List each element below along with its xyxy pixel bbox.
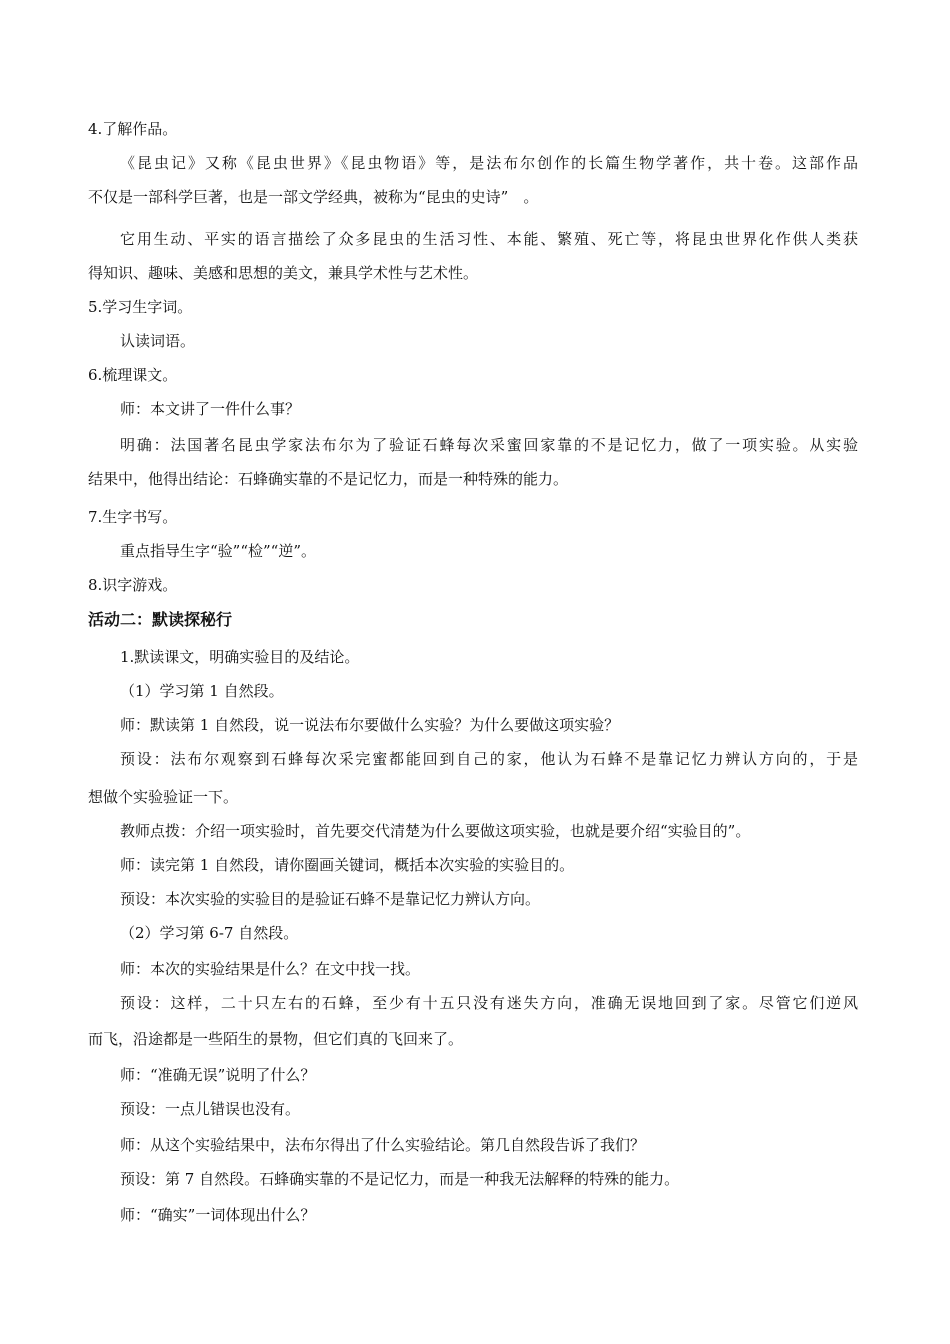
paragraph-line: 预设：法布尔观察到石蜂每次采完蜜都能回到自己的家，他认为石蜂不是靠记忆力辨认方向的，于是 <box>120 750 858 768</box>
paragraph-line: 不仅是一部科学巨著，也是一部文学经典，被称为“昆虫的史诗” 。 <box>88 188 539 206</box>
paragraph-line: 师：从这个实验结果中，法布尔得出了什么实验结论。第几自然段告诉了我们？ <box>120 1136 646 1154</box>
paragraph-line: （1）学习第 1 自然段。 <box>120 682 284 700</box>
paragraph-line: 师：“确实”一词体现出什么？ <box>120 1206 316 1224</box>
paragraph-line: 师：默读第 1 自然段，说一说法布尔要做什么实验？为什么要做这项实验？ <box>120 716 620 734</box>
paragraph-line: 结果中，他得出结论：石蜂确实靠的不是记忆力，而是一种特殊的能力。 <box>88 470 569 488</box>
paragraph-line: 师：本次的实验结果是什么？在文中找一找。 <box>120 960 421 978</box>
paragraph-line: 《昆虫记》又称《昆虫世界》《昆虫物语》等，是法布尔创作的长篇生物学著作，共十卷。这部作品 <box>120 154 858 172</box>
paragraph-line: 而飞，沿途都是一些陌生的景物，但它们真的飞回来了。 <box>88 1030 464 1048</box>
section-6-title: 6.梳理课文。 <box>88 366 178 384</box>
paragraph-line: 它用生动、平实的语言描绘了众多昆虫的生活习性、本能、繁殖、死亡等，将昆虫世界化作供人类获 <box>120 230 858 248</box>
paragraph-line: 重点指导生字“验”“检”“逆”。 <box>120 542 317 560</box>
paragraph-line: 师：“准确无误”说明了什么？ <box>120 1066 316 1084</box>
paragraph-line: 师：读完第 1 自然段，请你圈画关键词，概括本次实验的实验目的。 <box>120 856 575 874</box>
paragraph-line: 预设：第 7 自然段。石蜂确实靠的不是记忆力，而是一种我无法解释的特殊的能力。 <box>120 1170 680 1188</box>
paragraph-line: 得知识、趣味、美感和思想的美文，兼具学术性与艺术性。 <box>88 264 479 282</box>
paragraph-line: 教师点拨：介绍一项实验时，首先要交代清楚为什么要做这项实验，也就是要介绍“实验目的”。 <box>120 822 751 840</box>
paragraph-line: 预设：这样，二十只左右的石蜂，至少有十五只没有迷失方向，准确无误地回到了家。尽管它们逆风 <box>120 994 858 1012</box>
section-4-title: 4.了解作品。 <box>88 120 178 138</box>
paragraph-line: （2）学习第 6-7 自然段。 <box>120 924 299 942</box>
section-5-title: 5.学习生字词。 <box>88 298 193 316</box>
section-8-title: 8.识字游戏。 <box>88 576 178 594</box>
paragraph-line: 明确：法国著名昆虫学家法布尔为了验证石蜂每次采蜜回家靠的不是记忆力，做了一项实验。从实验 <box>120 436 858 454</box>
paragraph-line: 预设：本次实验的实验目的是验证石蜂不是靠记忆力辨认方向。 <box>120 890 541 908</box>
paragraph-line: 1.默读课文，明确实验目的及结论。 <box>120 648 360 666</box>
activity-2-heading: 活动二：默读探秘行 <box>88 610 233 629</box>
paragraph-line: 预设：一点儿错误也没有。 <box>120 1100 301 1118</box>
paragraph-line: 师：本文讲了一件什么事？ <box>120 400 301 418</box>
paragraph-line: 认读词语。 <box>120 332 196 350</box>
paragraph-line: 想做个实验验证一下。 <box>88 788 239 806</box>
section-7-title: 7.生字书写。 <box>88 508 178 526</box>
